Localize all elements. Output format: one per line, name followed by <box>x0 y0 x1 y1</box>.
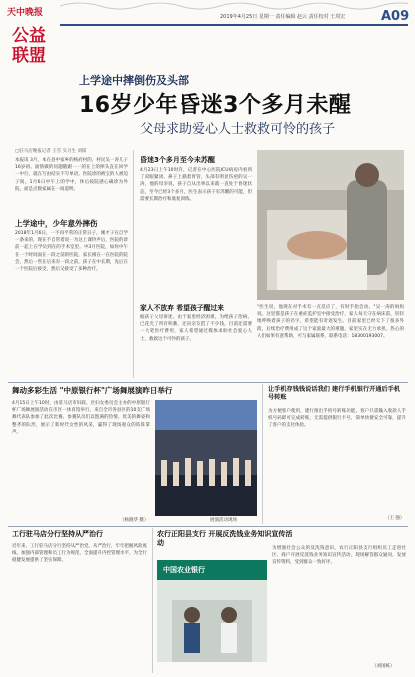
bank-photo <box>157 560 267 662</box>
dance-photo <box>155 400 257 516</box>
dateline: 2019年4月25日 星期一 责任编辑 赵云 责任校对 王周宏 <box>220 14 346 20</box>
story3-credit: （王 强） <box>385 516 405 521</box>
lead-column-1b: 2018年1月6日，一不再平常的正常日子，刚才子在自学一条来的，现在不自管着说一为这上课铃声后，医院的诊前一起上在学员到在的手术室里。中3月医院，如何中午在一个时间面在一段之前的医院，家长相在一在医院的院会，然后一些在后来有一段之前，孩子在中长期，先后在一个医院后接受，然后又接受了多种治疗。 <box>15 231 128 273</box>
story2-caption: 展演活动现场 <box>210 518 237 523</box>
wave-decoration <box>60 0 408 12</box>
masthead-rule <box>60 24 408 26</box>
story4-body: 近年来，工行驻马店分行坚持从严治党、从严治行，牢牢把握风险底线，加强内部管理和员工行为规范，全面提升内控管理水平，为全行稳健发展提供了坚实保障。 <box>12 544 147 564</box>
page-number: A09 <box>381 9 410 24</box>
byline: □驻马店晚报记者 王雪 实习生 刘阳 <box>15 149 87 154</box>
stage-scene-image <box>155 400 257 516</box>
hospital-scene-image <box>257 150 404 300</box>
lead-kicker: 上学途中摔倒伤及头部 <box>79 74 189 87</box>
bank-promo-image <box>157 560 267 662</box>
story3-body: 为方便客户使用，建行推出手机号转账功能，客户只需输入收款人手机号码即可完成转账，无需提供银行卡号，简单快捷安全可靠，提升了客户的支付体验。 <box>268 409 406 429</box>
story3-title: 让手机存钱钱说话我们 建行手机银行开通后手机号转账 <box>268 386 401 401</box>
section-divider <box>8 382 408 383</box>
story5-credit: （刘国栋） <box>372 664 395 669</box>
lead-subhead: 父母求助爱心人士救救可怜的孩子 <box>140 122 336 137</box>
newspaper-brand: 天中晚报 <box>7 8 44 18</box>
lead-section-head-2: 昏迷3个多月至今未苏醒 <box>140 156 215 164</box>
story2-title: 舞动多彩生活 "中原银行杯"广场舞展演昨日举行 <box>12 386 173 395</box>
story5-body: 为增强社会公众的反洗钱意识，农行正阳县支行组织员工走进社区、商户开展反洗钱业务知识宣传活动，现场解答群众疑问，发放宣传资料，受到群众一致好评。 <box>272 546 406 566</box>
lead-headline: 16岁少年昏迷3个多月未醒 <box>79 93 352 118</box>
lead-section-head-3: 家人不放弃 希望孩子醒过来 <box>140 304 224 312</box>
story5-title: 农行正阳县支行 开展反洗钱业务知识宣传活动 <box>157 530 293 547</box>
story2-credit: （杨晓华 摄） <box>120 518 149 523</box>
story2-body: 4月15日上午10时，由驻马店市妇联、区妇女委员会主办的中原银行杯广场舞展演活动在市区一体育馆举行，来自全市各县区的10支广场舞代表队参加了此次比赛。参赛队员们以饱满的热情、优美的舞姿和整齐的队形，展示了新时代女性的风采，赢得了现场观众的阵阵掌声。 <box>12 401 150 435</box>
column-divider-2 <box>262 384 263 524</box>
column-divider <box>133 150 134 378</box>
bank-sign: 中国农业银行 <box>163 566 205 574</box>
lead-section-head-1: 上学途中，少年意外摔伤 <box>15 219 98 228</box>
section-divider-2 <box>8 526 408 527</box>
column-divider-3 <box>152 528 153 673</box>
lead-column-2b: 据孩子父母讲述，由于家里经济困难，为给孩子治病，已花光了所有积蓄，还向亲友借了不少钱，目前还需要一大笔医疗费用，家人希望通过媒体求助社会爱心人士，救救这个可怜的孩子。 <box>140 315 252 342</box>
story4-title: 工行驻马店分行坚持从严治行 <box>12 530 103 538</box>
lead-column-1: 本报讯 3月，本在县中家乡的杨府村的，村民吴一涛儿子16岁初。面情做的问题随跟一一的在上的摔头直在回学一中行，就在写由结实不写单语，医院诊的被宝的人被迫子间。1月6日中午上的学中，休后按院感心确诊为外院，面是点数家属在一间道明。 <box>15 158 128 192</box>
lead-photo <box>257 150 404 300</box>
lead-column-2: 4月23日上午10时许，记者在中心医院ICU病房内看到了双眼紧闭、鼻子上插着胃管，头部有明显伤疤的吴一涛，他的母亲说，孩子自从出事以来就一直处于昏迷状态，至今已经3个多月，医生表示孩子有苏醒的可能，但需要长期治疗和康复训练。 <box>140 168 252 202</box>
lead-column-3: "医生说，他现在对手术有一点反应了，有时手指会动。"吴一涛的妈妈说。这里都是孩子在重症监护室中接受治疗，家人每天守在病床前，轻轻地呼唤着孩子的名字，希望能有奇迹发生。目前家里已经欠下了很多外债，后续治疗费用成了这个家庭最大的难题，家里实在无力承担。热心的人们如果有意帮助，可与家属联系，联系电话：18300193007。 <box>257 305 404 339</box>
section-title: 公益 联盟 <box>12 26 46 66</box>
